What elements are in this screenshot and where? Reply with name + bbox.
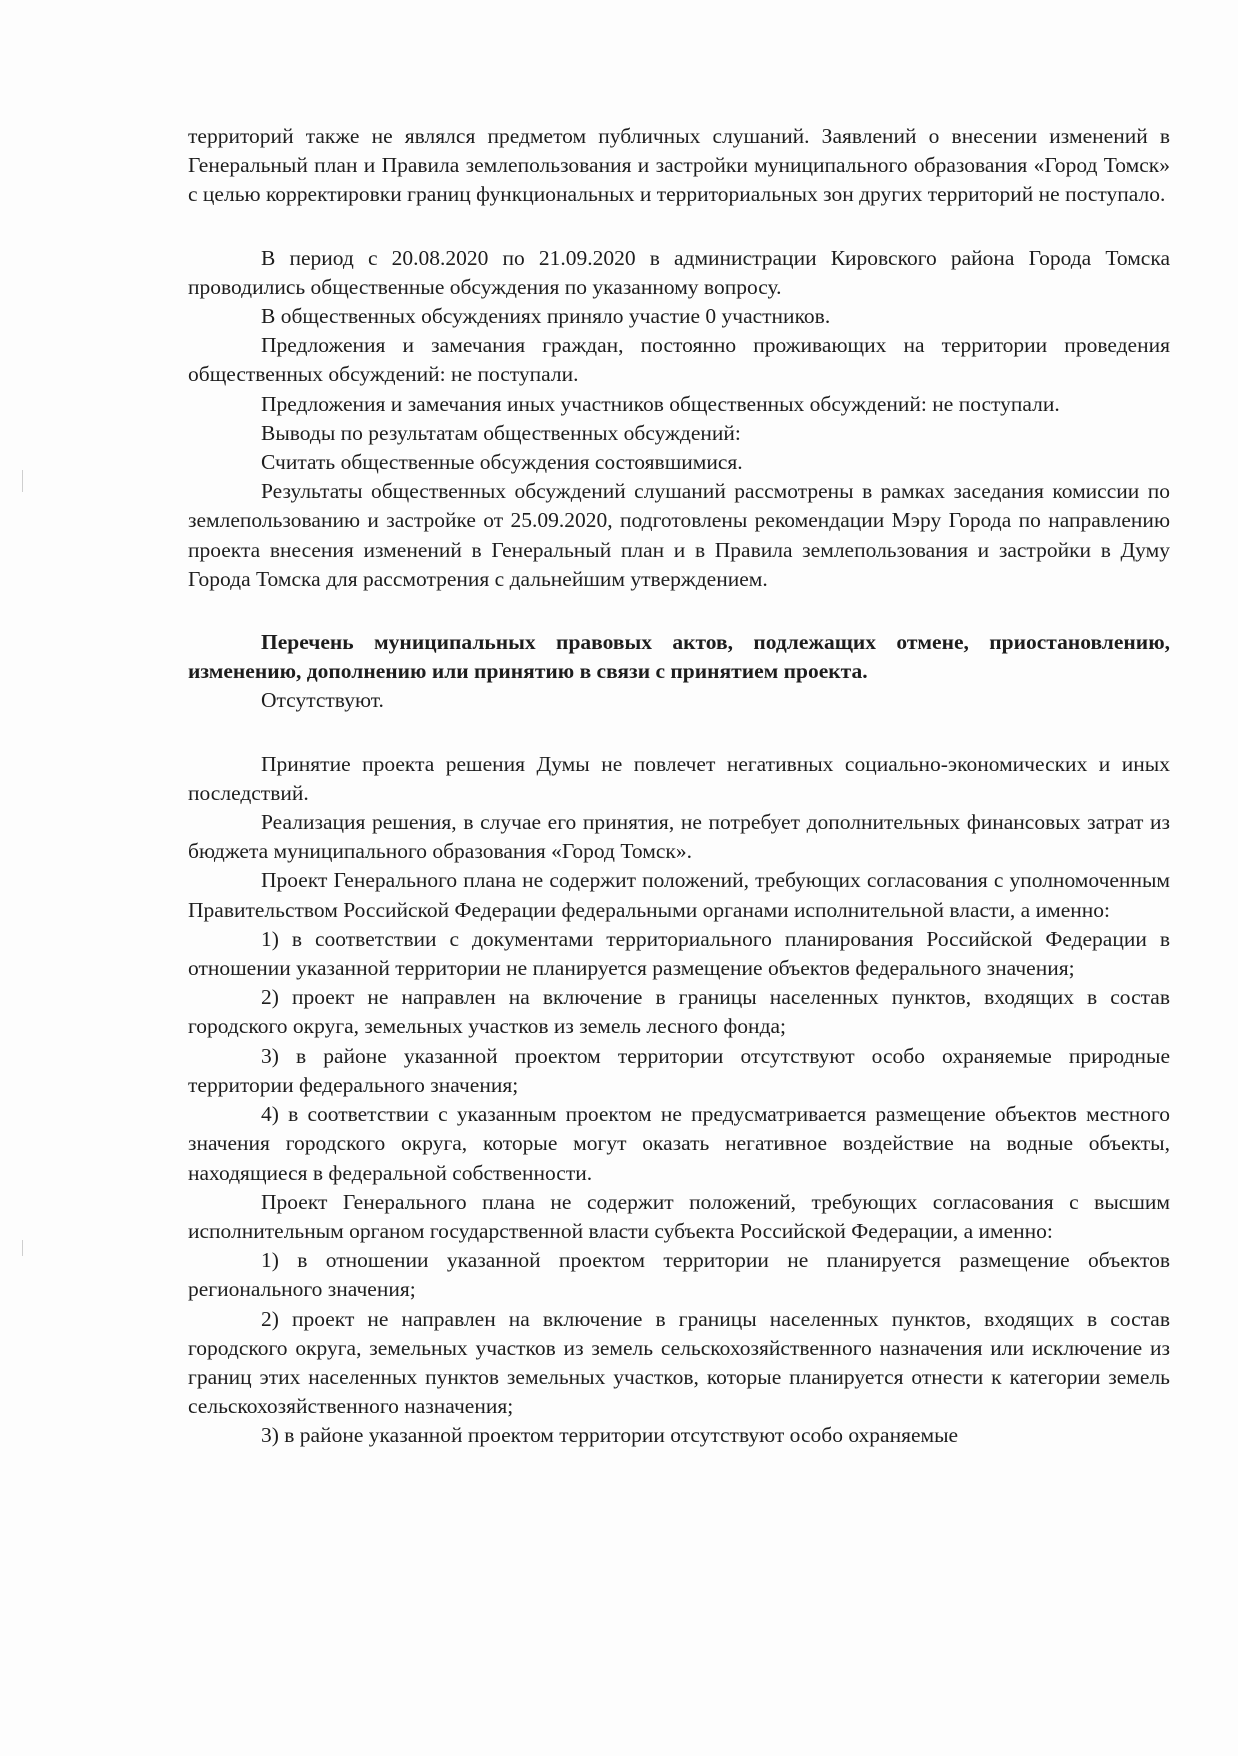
document-body xyxy=(188,122,1170,1451)
list-item-federal-3: 3) в районе указанной проектом территории отсутствуют особо охраняемые природные территории федерального значения; xyxy=(188,1043,1170,1097)
scan-edge-mark xyxy=(22,1240,23,1256)
paragraph-participants: В общественных обсуждениях приняло участие 0 участников. xyxy=(261,304,831,329)
paragraph-citizen-proposals: Предложения и замечания граждан, постоянно проживающих на территории проведения общественных обсуждений: не поступали. xyxy=(188,333,1170,387)
section-heading-acts-list: Перечень муниципальных правовых актов, подлежащих отмене, приостановлению, изменению, дополнению или принятию в связи с принятием проекта. xyxy=(188,630,1170,684)
list-item-federal-4: 4) в соответствии с указанным проектом не предусматривается размещение объектов местного значения городского округа, которые могут оказать негативное воздействие на водные объекты, находящиеся в федеральной собственности. xyxy=(188,1102,1170,1185)
paragraph-federal-approval: Проект Генерального плана не содержит положений, требующих согласования с уполномоченным Правительством Российской Федерации федеральными органами исполнительной власти, а именно: xyxy=(188,868,1170,922)
list-item-regional-3: 3) в районе указанной проектом территории отсутствуют особо охраняемые xyxy=(261,1423,959,1448)
paragraph-conclusions-heading: Выводы по результатам общественных обсуждений: xyxy=(261,420,741,445)
list-item-federal-2: 2) проект не направлен на включение в границы населенных пунктов, входящих в состав городского округа, земельных участков из земель лесного фонда; xyxy=(188,985,1170,1039)
paragraph-regional-approval: Проект Генерального плана не содержит положений, требующих согласования с высшим исполнительным органом государственной власти субъекта Российской Федерации, а именно: xyxy=(188,1189,1170,1243)
paragraph-consequences: Принятие проекта решения Думы не повлечет негативных социально-экономических и иных последствий. xyxy=(188,751,1170,805)
list-item-federal-1: 1) в соответствии с документами территориального планирования Российской Федерации в отношении указанной территории не планируется размещение объектов федерального значения; xyxy=(188,926,1170,981)
paragraph-period: В период с 20.08.2020 по 21.09.2020 в администрации Кировского района Города Томска проводились общественные обсуждения по указанному вопросу. xyxy=(188,245,1170,299)
paragraph-costs: Реализация решения, в случае его принятия, не потребует дополнительных финансовых затрат из бюджета муниципального образования «Город Томск». xyxy=(188,810,1170,864)
paragraph-conclusion: Считать общественные обсуждения состоявшимися. xyxy=(261,450,743,475)
paragraph-absent: Отсутствуют. xyxy=(261,688,384,713)
list-item-regional-2: 2) проект не направлен на включение в границы населенных пунктов, входящих в состав городского округа, земельных участков из земель сельскохозяйственного назначения или исключение из границ этих населенных пунктов земельных участков, которые планируется отнести к категории земель сельскохозяйственного назначения; xyxy=(188,1306,1170,1419)
paragraph-continuation: территорий также не являлся предметом публичных слушаний. Заявлений о внесении изменений в Генеральный план и Правила землепользования и застройки муниципального образования «Город Томск» с целью корректировки границ функциональных и территориальных зон других территорий не поступало. xyxy=(188,124,1170,207)
paragraph-other-proposals: Предложения и замечания иных участников общественных обсуждений: не поступали. xyxy=(261,391,1060,416)
paragraph-results: Результаты общественных обсуждений слушаний рассмотрены в рамках заседания комиссии по землепользованию и застройке от 25.09.2020, подготовлены рекомендации Мэру Города по направлению проекта внесения изменений в Генеральный план и в Правила землепользования и застройки в Думу Города Томска для рассмотрения с дальнейшим утверждением. xyxy=(188,479,1170,591)
list-item-regional-1: 1) в отношении указанной проектом территории не планируется размещение объектов регионального значения; xyxy=(188,1248,1170,1302)
scan-edge-mark xyxy=(22,470,23,492)
